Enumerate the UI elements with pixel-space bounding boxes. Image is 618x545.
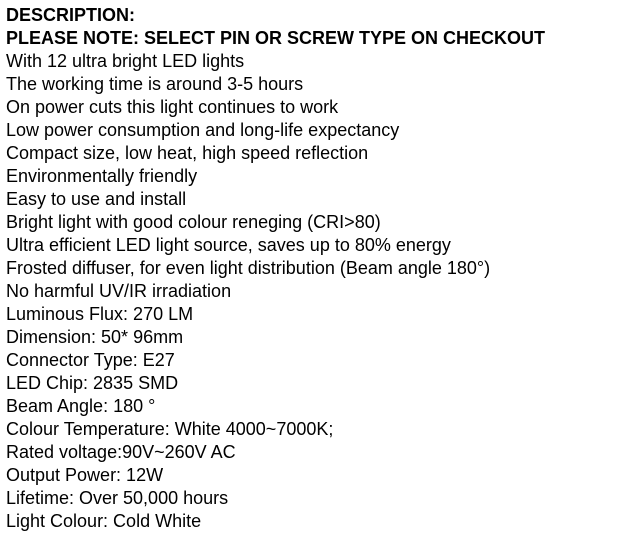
feature-line: Compact size, low heat, high speed reflection bbox=[6, 143, 369, 163]
spec-lifetime: Lifetime: Over 50,000 hours bbox=[6, 488, 229, 508]
spec-beam-angle: Beam Angle: 180 ° bbox=[6, 396, 156, 416]
checkout-note: PLEASE NOTE: SELECT PIN OR SCREW TYPE ON CHECKOUT bbox=[6, 28, 546, 48]
spec-colour-temperature: Colour Temperature: White 4000~7000K; bbox=[6, 419, 334, 439]
feature-line: Bright light with good colour reneging (CRI>80) bbox=[6, 212, 381, 232]
spec-led-chip: LED Chip: 2835 SMD bbox=[6, 373, 179, 393]
spec-connector-type: Connector Type: E27 bbox=[6, 350, 175, 370]
feature-line: Ultra efficient LED light source, saves up to 80% energy bbox=[6, 235, 451, 255]
spec-luminous-flux: Luminous Flux: 270 LM bbox=[6, 304, 194, 324]
feature-line: With 12 ultra bright LED lights bbox=[6, 51, 245, 71]
feature-line: Low power consumption and long-life expectancy bbox=[6, 120, 400, 140]
spec-output-power: Output Power: 12W bbox=[6, 465, 164, 485]
spec-light-colour: Light Colour: Cold White bbox=[6, 511, 202, 531]
feature-line: Environmentally friendly bbox=[6, 166, 198, 186]
feature-line: On power cuts this light continues to work bbox=[6, 97, 339, 117]
feature-line: The working time is around 3-5 hours bbox=[6, 74, 304, 94]
spec-list bbox=[6, 303, 616, 533]
product-description bbox=[6, 4, 616, 533]
spec-rated-voltage: Rated voltage:90V~260V AC bbox=[6, 442, 236, 462]
feature-line: No harmful UV/IR irradiation bbox=[6, 281, 232, 301]
spec-dimension: Dimension: 50* 96mm bbox=[6, 327, 184, 347]
feature-line: Frosted diffuser, for even light distribution (Beam angle 180°) bbox=[6, 258, 491, 278]
feature-line: Easy to use and install bbox=[6, 189, 187, 209]
description-heading: DESCRIPTION: bbox=[6, 5, 136, 25]
feature-list bbox=[6, 50, 616, 303]
